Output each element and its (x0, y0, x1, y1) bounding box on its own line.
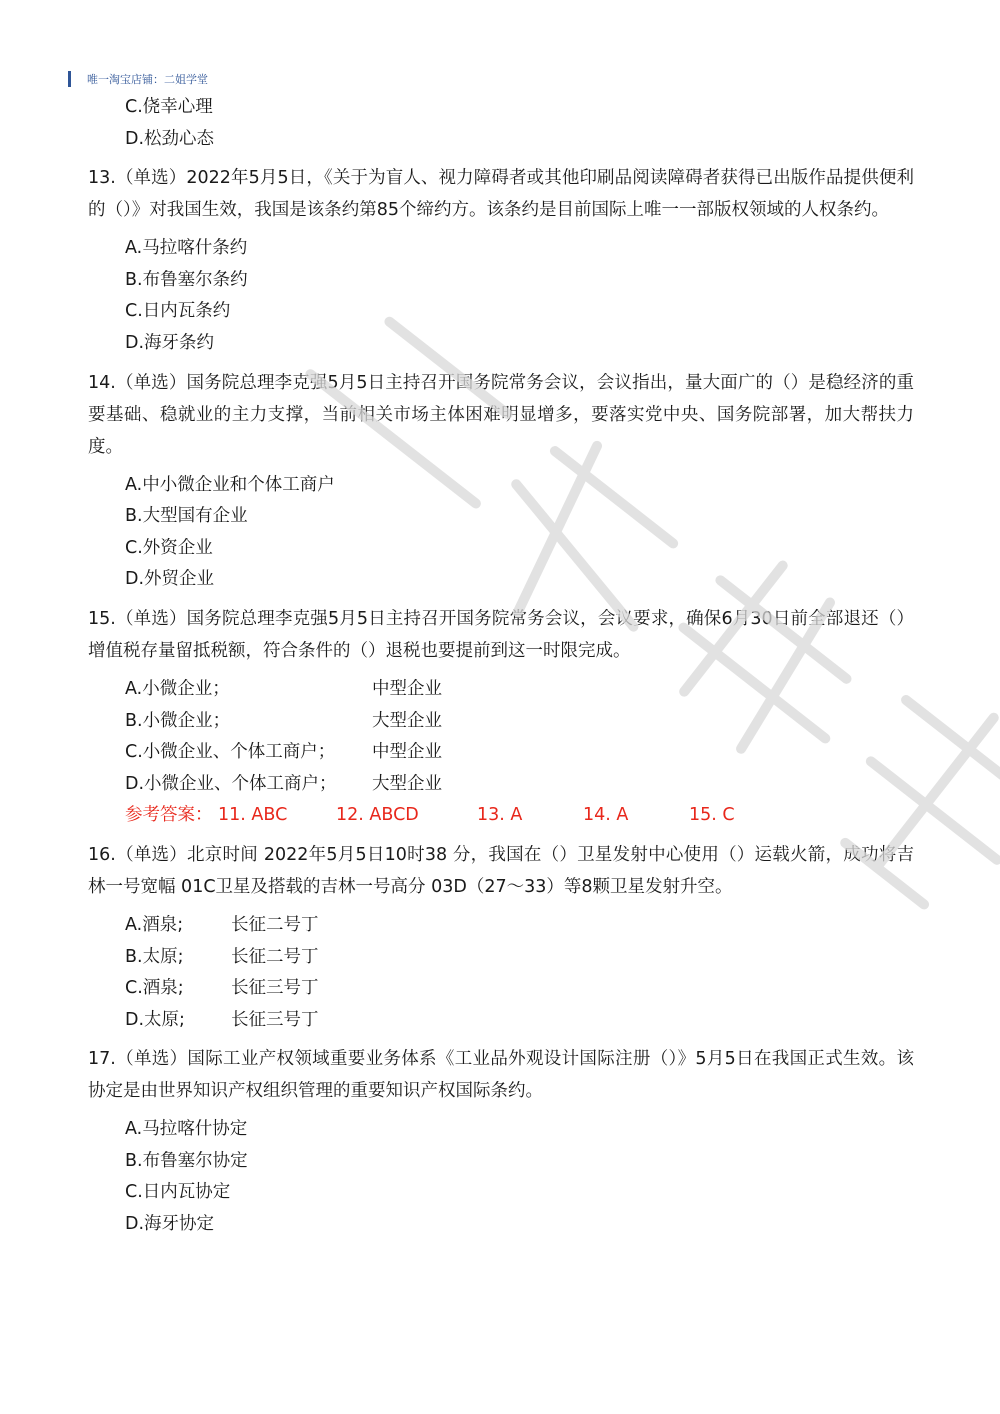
option-item (125, 1005, 914, 1037)
option-part-a: B.太原; (125, 946, 184, 967)
option-item: C.侥幸心理 (125, 97, 213, 117)
answer-key (125, 800, 914, 832)
answer-label: 参考答案： (125, 805, 213, 826)
option-item: D.松劲心态 (125, 128, 215, 149)
question-15: 15.（单选）国务院总理李克强5月5日主持召开国务院常务会议，会议要求，确保6月30日前全部退还（）增值税存量留抵税额，符合条件的（）退税也要提前到这一时限完成。 (88, 608, 914, 661)
header-accent-bar (68, 71, 71, 87)
option-part-a: C.小微企业、个体工商户； (125, 742, 336, 763)
question-content (88, 92, 914, 1241)
option-part-a: A.小微企业； (125, 678, 230, 699)
option-part-b: 大型企业 (372, 773, 442, 794)
option-part-a: D.太原; (125, 1009, 185, 1030)
option-part-a: B.小微企业； (125, 710, 231, 731)
option-part-b: 中型企业 (372, 742, 442, 763)
option-part-b: 大型企业 (372, 710, 442, 731)
option-part-b: 长征二号丁 (231, 946, 319, 967)
option-item: C.外资企业 (125, 537, 213, 558)
option-item (125, 942, 914, 974)
page-header (68, 71, 208, 87)
option-item: B.布鲁塞尔条约 (125, 269, 248, 290)
answer-item: 11. ABC (218, 805, 288, 826)
option-item: A.中小微企业和个体工商户 (125, 474, 335, 495)
option-item: A.马拉喀什协定 (125, 1119, 248, 1140)
option-item: D.海牙协定 (125, 1214, 215, 1235)
question-13: 13.（单选）2022年5月5日，《关于为盲人、视力障碍者或其他印刷品阅读障碍者获得已出版作品提供便利的（）》对我国生效，我国是该条约第85个缔约方。该条约是目前国际上唯一一部版权领域的人权条约。 (88, 168, 914, 221)
option-part-b: 中型企业 (372, 678, 442, 699)
shop-label: 唯一淘宝店铺：二姐学堂 (87, 73, 208, 86)
option-part-a: A.酒泉; (125, 914, 184, 935)
answer-item: 15. C (689, 805, 735, 826)
answer-item: 13. A (477, 805, 523, 826)
option-item (125, 706, 914, 738)
answer-item: 14. A (583, 805, 629, 826)
option-item: D.海牙条约 (125, 332, 215, 353)
option-item: C.日内瓦协定 (125, 1182, 231, 1203)
option-item: A.马拉喀什条约 (125, 238, 248, 259)
option-item (125, 737, 914, 769)
answer-item: 12. ABCD (336, 805, 419, 826)
option-item (125, 769, 914, 801)
option-item: C.日内瓦条约 (125, 301, 231, 322)
question-14: 14.（单选）国务院总理李克强5月5日主持召开国务院常务会议，会议指出，量大面广的（）是稳经济的重要基础、稳就业的主力支撑，当前相关市场主体困难明显增多，要落实党中央、国务院部署，加大帮扶力度。 (88, 372, 914, 457)
option-item: B.大型国有企业 (125, 506, 248, 527)
question-17: 17.（单选）国际工业产权领域重要业务体系《工业品外观设计国际注册（）》5月5日在我国正式生效。该协定是由世界知识产权组织管理的重要知识产权国际条约。 (88, 1049, 914, 1102)
option-part-b: 长征三号丁 (231, 1009, 319, 1030)
option-item (125, 973, 914, 1005)
option-part-a: C.酒泉; (125, 978, 184, 999)
option-part-b: 长征二号丁 (231, 914, 319, 935)
option-item: B.布鲁塞尔协定 (125, 1150, 248, 1171)
option-item: D.外贸企业 (125, 569, 215, 590)
option-part-b: 长征三号丁 (231, 978, 319, 999)
option-item (125, 674, 914, 706)
option-item (125, 910, 914, 942)
question-16: 16.（单选）北京时间 2022年5月5日10时38 分，我国在（）卫星发射中心使用（）运载火箭，成功将吉林一号宽幅 01C卫星及搭载的吉林一号高分 03D（27～33）等8颗卫星发射升空。 (88, 844, 914, 897)
option-part-a: D.小微企业、个体工商户； (125, 773, 337, 794)
